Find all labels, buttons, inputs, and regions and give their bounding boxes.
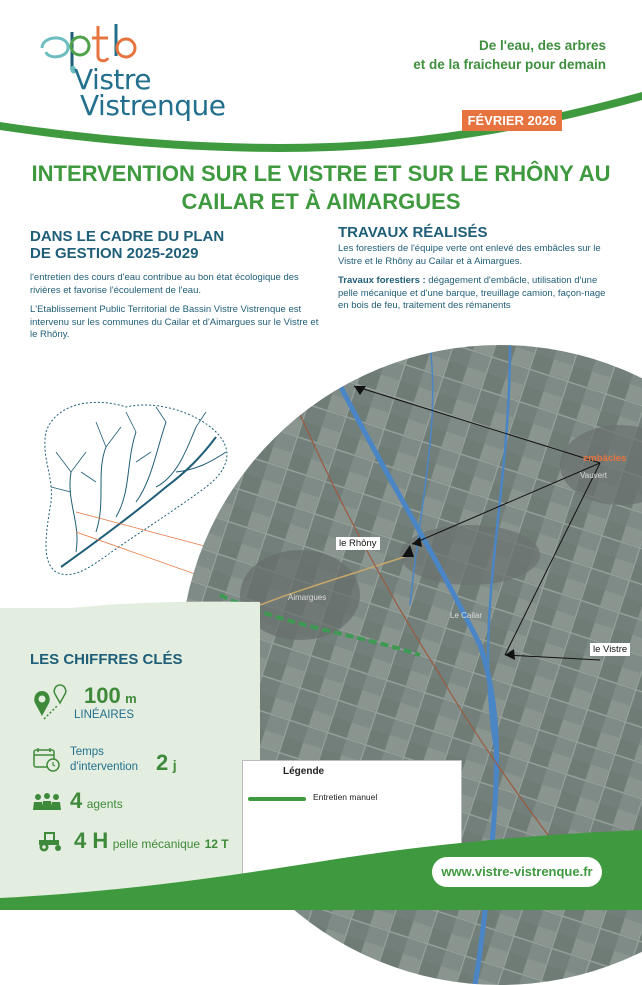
people-icon [32,792,62,812]
works-paragraph-1: Les forestiers de l'équipe verte ont enlevé des embâcles sur le Vistre et le Rhôny au Cailar et à Aimargues. [338,243,601,267]
map-label-rhony: le Rhôny [336,537,380,550]
machine-value: 4 H [74,828,109,853]
plan-section-title-2: DE GESTION 2025-2029 [30,245,199,262]
time-unit: j [172,757,177,773]
map-place-aimargues: Aimargues [288,593,327,602]
map-label-embacles: embâcles [583,453,627,464]
time-label-line-2: d'intervention [70,761,139,773]
tagline [413,36,606,74]
date-badge: FÉVRIER 2026 [462,110,562,131]
map-label-vistre: le Vistre [590,643,630,656]
location-pin-icon [30,683,72,725]
tagline-line-2: et de la fraicheur pour demain [413,57,606,72]
works-paragraph-2 [338,275,614,313]
works-section-title: TRAVAUX RÉALISÉS [338,224,488,241]
plan-paragraph-2: L'Etablissement Public Territorial de Bassin Vistre Vistrenque est intervenu sur les communes du Cailar et d'Aimargues sur le Vistre et le Rhôny. [30,304,319,340]
plan-section-title-1: DANS LE CADRE DU PLAN [30,228,225,245]
length-label: LINÉAIRES [74,709,135,721]
agents-label: agents [86,797,123,811]
time-label [70,745,138,775]
website-link[interactable]: www.vistre-vistrenque.fr [432,857,602,887]
legend-label-manual: Entretien manuel [313,792,378,802]
machine-label: pelle mécanique [112,837,201,851]
logo-word-vistre: Vistre [74,63,152,96]
time-stat [156,750,177,776]
works-section [338,224,614,320]
length-unit: m [125,691,137,706]
length-stat [84,683,137,709]
legend-swatch-manual [248,797,306,801]
page-title-line-2: CAILAR ET À AIMARGUES [181,189,461,214]
map-place-cailar: Le Cailar [450,611,483,620]
logo-word-vistrenque: Vistrenque [80,89,226,122]
tagline-line-1: De l'eau, des arbres [478,38,606,53]
time-label-line-1: Temps [70,746,104,758]
agents-value: 4 [70,788,83,813]
map-place-vauvert: Vauvert [580,471,607,480]
time-value: 2 [156,750,169,775]
machine-weight: 12 T [204,837,229,851]
works-paragraph-2-bold: Travaux forestiers : [338,275,426,286]
agents-stat [70,788,123,814]
panel-top-curve [0,580,260,620]
plan-section [30,228,320,349]
calendar-clock-icon [32,746,62,774]
page-title-line-1: INTERVENTION SUR LE VISTRE ET SUR LE RHÔNY AU [31,161,611,186]
legend-title: Légende [283,766,325,777]
works-paragraph-2-text: dégagement d'embâcle, utilisation d'une pelle mécanique et d'une barque, treuillage camion, façon-nage en bois de feu, traitement des rémanents [338,275,606,311]
logo [32,18,242,128]
page-title [20,160,622,216]
plan-paragraph-1: l'entretien des cours d'eau contribue au bon état écologique des rivières et favorise l'écoulement de l'eau. [30,272,299,296]
key-figures-title: LES CHIFFRES CLÉS [30,651,183,668]
length-value: 100 [84,683,121,708]
